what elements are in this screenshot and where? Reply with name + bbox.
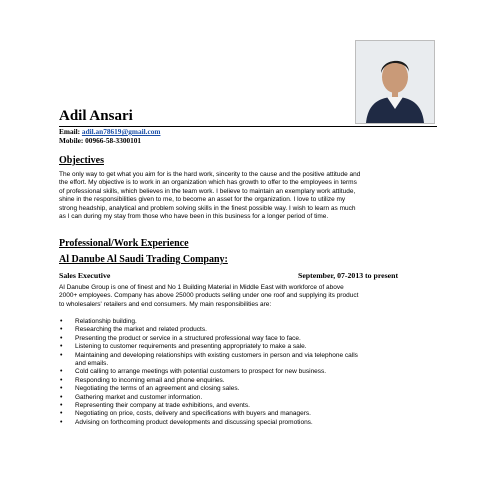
list-item <box>59 318 439 326</box>
company-summary <box>59 284 437 309</box>
list-item-text: Cold calling to arrange meetings with potential customers to prospect for new business. <box>75 368 327 376</box>
objectives-line: The only way to get what you aim for is the hard work, sincerity to the cause and the positive attitude and <box>59 171 361 178</box>
bullet-icon: • <box>60 351 63 359</box>
company-name: Al Danube Al Saudi Trading Company: <box>59 254 228 265</box>
list-item <box>59 326 439 334</box>
bullet-icon: • <box>60 410 63 418</box>
list-item <box>59 385 439 393</box>
bullet-icon: • <box>60 402 63 410</box>
list-item-text: Representing their company at trade exhibitions, and events. <box>75 402 250 410</box>
bullet-icon: • <box>60 393 63 401</box>
list-item-text: Negotiating on price, costs, delivery and specifications with buyers and managers. <box>75 410 311 418</box>
list-item-text: Presenting the product or service in a structured professional way face to face. <box>75 334 301 342</box>
bullet-icon: • <box>60 418 63 426</box>
summary-line: to wholesalers' retailers and end consumers. My main responsibilities are: <box>59 300 272 308</box>
objectives-line: the effort. My objective is to work in an organization which has growth to offer to the employees in terms <box>59 179 357 187</box>
objectives-line: strong headship, analytical and problem solving skills in the finest possible way. I wish to learn as much <box>59 204 356 212</box>
profile-photo <box>355 40 435 124</box>
objectives-line: shine in the responsibilities given to me, to become an asset for the organization. I love to utilize my <box>59 196 346 204</box>
list-item <box>59 343 439 351</box>
list-item <box>59 352 439 369</box>
bullet-icon: • <box>60 318 63 325</box>
job-dates: September, 07-2013 to present <box>298 271 399 280</box>
email-line <box>59 127 160 136</box>
bullet-icon: • <box>60 343 63 351</box>
mobile-line: Mobile: 00966-58-3300101 <box>59 136 142 145</box>
list-item-text: Responding to incoming email and phone enquiries. <box>75 376 225 384</box>
list-item <box>59 402 439 410</box>
bullet-icon: • <box>60 334 63 342</box>
list-item <box>59 377 439 385</box>
list-item-text: Maintaining and developing relationships with existing customers in person and via telephone calls <box>75 351 358 359</box>
email-label: Email: <box>59 127 81 136</box>
responsibilities-list <box>59 318 439 427</box>
person-portrait-icon <box>356 41 434 123</box>
bullet-icon: • <box>60 376 63 384</box>
job-title: Sales Executive <box>59 271 111 280</box>
list-item-text: Negotiating the terms of an agreement and closing sales. <box>75 385 240 393</box>
list-item-text: Researching the market and related products. <box>75 326 207 334</box>
objectives-paragraph <box>59 171 437 221</box>
experience-heading: Professional/Work Experience <box>59 238 189 249</box>
objectives-line: as I can during my stay from those who have been in this business for a longer period of time. <box>59 213 329 221</box>
objectives-heading: Objectives <box>59 155 104 166</box>
summary-line: Al Danube Group is one of finest and No 1 Building Material in Middle East with workforce of above <box>59 284 344 291</box>
bullet-icon: • <box>60 368 63 376</box>
list-item-text: Gathering market and customer information. <box>75 393 203 401</box>
list-item <box>59 410 439 418</box>
email-link[interactable]: adil.an78619@gmail.com <box>81 127 161 136</box>
list-item <box>59 419 439 427</box>
list-item-text: and emails. <box>75 360 109 368</box>
list-item <box>59 394 439 402</box>
objectives-line: of professional skills, which believes in the team work. I believe to maintain an exemplary work attitude, <box>59 187 356 195</box>
candidate-name: Adil Ansari <box>59 108 133 124</box>
list-item-text: Relationship building. <box>75 318 137 325</box>
list-item <box>59 335 439 343</box>
list-item-text: Advising on forthcoming product developments and discussing special promotions. <box>75 418 313 426</box>
list-item <box>59 368 439 376</box>
bullet-icon: • <box>60 385 63 393</box>
bullet-icon: • <box>60 326 63 334</box>
summary-line: 2000+ employees. Company has above 25000 products selling under one roof and supplying its product <box>59 292 359 300</box>
list-item-text: Listening to customer requirements and presenting appropriately to make a sale. <box>75 343 307 351</box>
